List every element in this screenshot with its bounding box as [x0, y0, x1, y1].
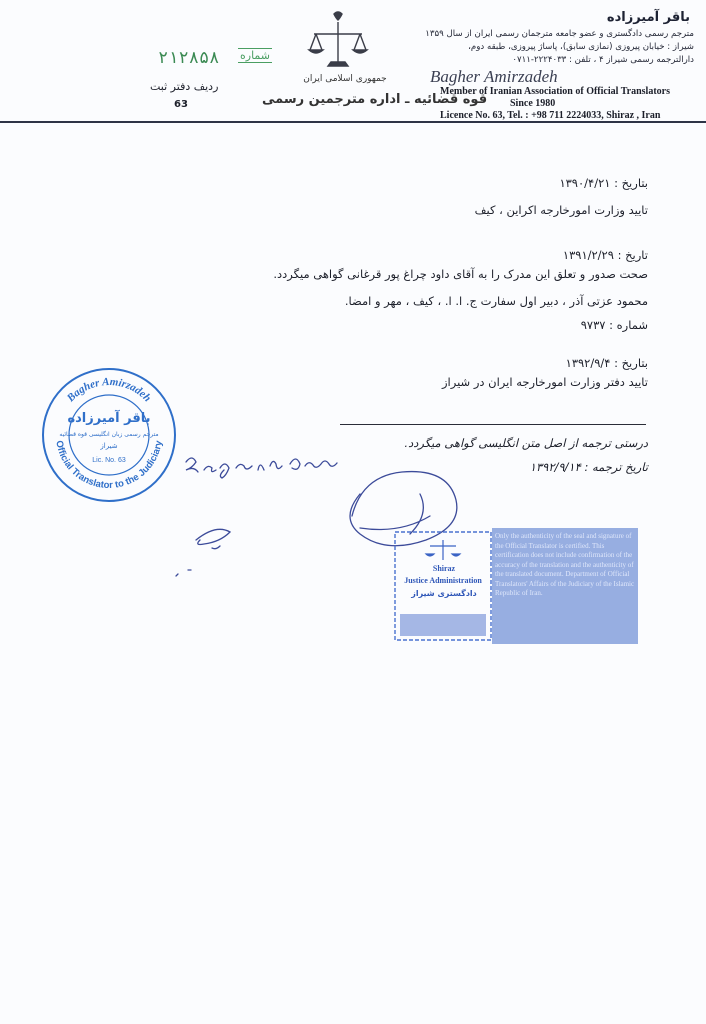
- judiciary-title: قوه قضائیه ـ اداره مترجمین رسمی: [262, 92, 488, 107]
- justice-administration-stamp: [394, 528, 638, 644]
- date-line: بتاریخ : ۱۳۹۰/۴/۲۱: [559, 176, 648, 190]
- government-subtitle: جمهوری اسلامی ایران: [303, 74, 387, 84]
- stamp-scales-icon: [426, 540, 460, 560]
- translator-info-en: [440, 86, 670, 122]
- translator-info-line: دارالترجمه رسمی شیراز ۴ ، تلفن : ۲۲۲۴۰۳۳-۰۷۱۱: [512, 55, 694, 65]
- seal-licence: Lic. No. 63: [92, 457, 126, 464]
- certification-line: درستی ترجمه از اصل متن انگلیسی گواهی میگردد.: [404, 436, 648, 450]
- licence-line: Licence No. 63, Tel. : +98 711 2224033, Shiraz , Iran: [440, 110, 661, 121]
- seal-name-fa: باقر آمیرزاده: [67, 411, 151, 426]
- date-line: بتاریخ : ۱۳۹۲/۹/۴: [565, 356, 648, 370]
- stamp-frame: [394, 528, 492, 644]
- body-line: تایید وزارت امورخارجه اکراین ، کیف: [474, 203, 648, 217]
- seal-top-text: Bagher Amirzadeh: [64, 375, 154, 405]
- scales-of-justice-emblem: [306, 10, 370, 72]
- registration-number-label: شماره: [240, 49, 271, 62]
- seal-city-fa: شیراز: [100, 442, 118, 450]
- translator-name-en: Bagher Amirzadeh: [430, 67, 558, 86]
- stamp-certification-text: Only the authenticity of the seal and signature of the Official Translator is certified. This certification does not include confirmation of the accuracy of the translation and the authenticity of the translated document. Department of Official Translators' Affairs of the Judiciary of the Islamic Republic of Iran.: [492, 528, 638, 644]
- translator-info-line: شیراز : خیابان پیروزی (نمازی سابق)، پاساژ پیروزی، طبقه دوم،: [468, 42, 694, 52]
- registration-number: ۲۱۲۸۵۸: [158, 50, 220, 69]
- svg-text:Bagher Amirzadeh: [64, 376, 153, 405]
- separator-line: [340, 424, 646, 425]
- membership-line: Member of Iranian Association of Official Translators: [440, 86, 670, 97]
- stamp-shiraz: Shiraz: [432, 564, 456, 573]
- since-line: Since 1980: [510, 98, 556, 109]
- register-row-value: 63: [174, 99, 188, 110]
- stamp-emblem-panel: [394, 528, 492, 644]
- stamp-justice-administration: Justice Administration: [404, 576, 482, 585]
- body-line: تایید دفتر وزارت امورخارجه ایران در شیراز: [441, 375, 648, 389]
- translation-date-line: تاریخ ترجمه : ۱۳۹۲/۹/۱۴: [529, 460, 648, 474]
- seal-role-fa: مترجم رسمی زبان انگلیسی قوه قضائیه: [59, 431, 159, 438]
- seal-bottom-text: Official Translator to the Judiciary: [53, 439, 165, 492]
- translator-info-fa: [394, 28, 694, 67]
- body-line: شماره : ۹۷۳۷: [580, 318, 648, 332]
- body-line: صحت صدور و تعلق این مدرک را به آقای داود چراغ پور قرغانی گواهی میگردد.: [273, 267, 648, 281]
- stamp-court-fa: دادگستری شیراز: [411, 589, 477, 598]
- translator-info-line: مترجم رسمی دادگستری و عضو جامعه مترجمان رسمی ایران از سال ۱۳۵۹: [425, 29, 694, 39]
- body-line: محمود عزتی آذر ، دبیر اول سفارت ج. ا. ا. ، کیف ، مهر و امضا.: [344, 294, 648, 308]
- register-row-label: ردیف دفتر ثبت: [150, 80, 219, 93]
- date-line: تاریخ : ۱۳۹۱/۲/۲۹: [562, 248, 648, 262]
- header-divider: [0, 121, 706, 123]
- translator-name-fa: باقر آمیرزاده: [606, 10, 690, 25]
